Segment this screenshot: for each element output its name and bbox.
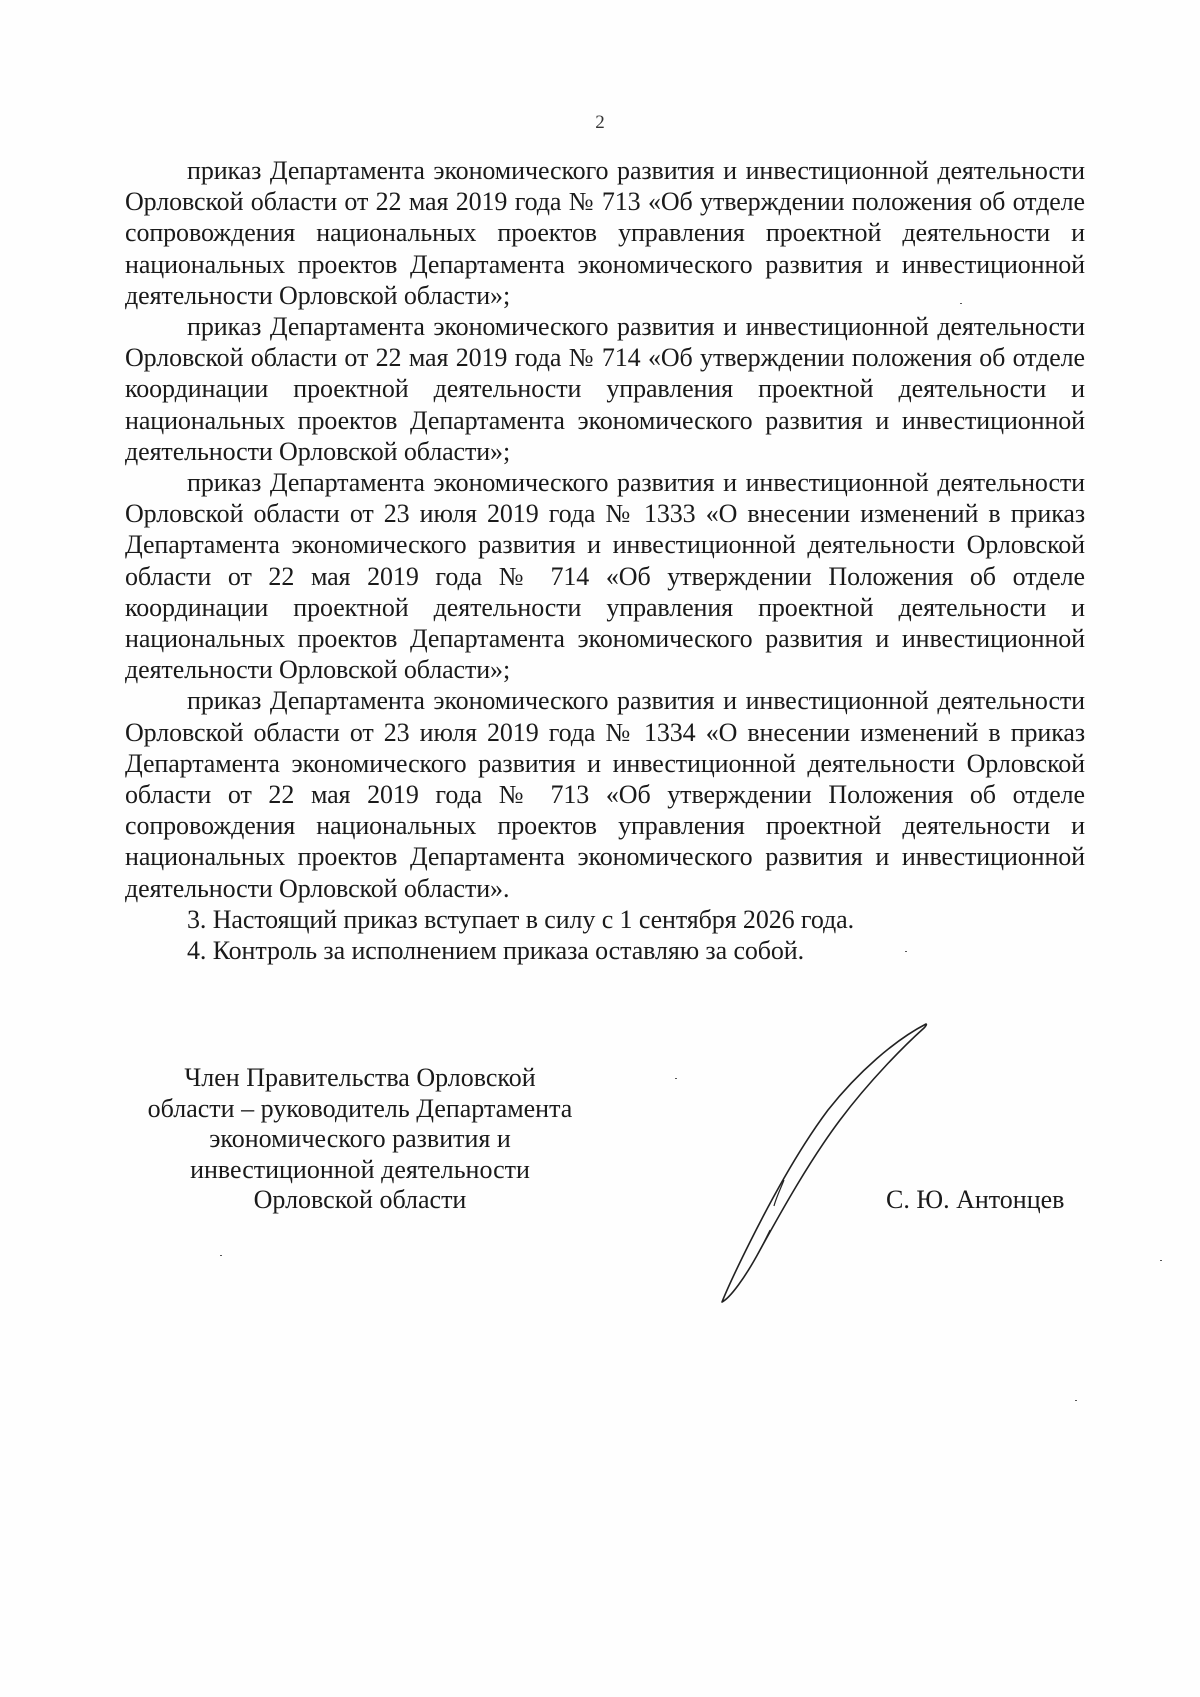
signer-name: С. Ю. Антонцев — [886, 1185, 1065, 1214]
scan-speck — [960, 303, 962, 304]
handwritten-signature — [700, 1010, 960, 1310]
paragraph-effective-date: 3. Настоящий приказ вступает в силу с 1 сентября 2026 года. — [187, 904, 854, 934]
document-body — [125, 155, 1085, 966]
page-number: 2 — [595, 112, 605, 133]
signer-position-line: Член Правительства Орловской — [184, 1063, 536, 1092]
signer-position-line: инвестиционной деятельности — [190, 1154, 530, 1184]
scan-speck — [1160, 1260, 1162, 1261]
signer-position-line: Орловской области — [253, 1185, 467, 1214]
paragraph-order-1334: приказ Департамента экономического развития и инвестиционной деятельности Орловской области от 23 июля 2019 года № 1334 «О внесении изменений в приказ Департамента экономического развития и инвестиционной деятельности Орловской области от 22 мая 2019 года № 713 «Об утверждении Положения об отделе сопровождения национальных проектов управления проектной деятельности и национальных проектов Департамента экономического развития и инвестиционной деятельности Орловской области». — [125, 686, 1085, 903]
signer-position-line: области – руководитель Департамента — [147, 1093, 573, 1123]
scan-speck — [220, 1255, 222, 1256]
signer-position-line: экономического развития и — [209, 1124, 511, 1153]
scan-speck — [905, 951, 907, 952]
scan-speck — [675, 1078, 677, 1079]
paragraph-control: 4. Контроль за исполнением приказа оставляю за собой. — [187, 936, 805, 966]
paragraph-order-714: приказ Департамента экономического развития и инвестиционной деятельности Орловской области от 22 мая 2019 года № 714 «Об утверждении положения об отделе координации проектной деятельности управления проектной деятельности и национальных проектов Департамента экономического развития и инвестиционной деятельности Орловской области»; — [125, 312, 1085, 466]
scan-speck — [1075, 1400, 1077, 1401]
paragraph-order-1333: приказ Департамента экономического развития и инвестиционной деятельности Орловской области от 23 июля 2019 года № 1333 «О внесении изменений в приказ Департамента экономического развития и инвестиционной деятельности Орловской области от 22 мая 2019 года № 714 «Об утверждении Положения об отделе координации проектной деятельности управления проектной деятельности и национальных проектов Департамента экономического развития и инвестиционной деятельности Орловской области»; — [125, 468, 1085, 685]
paragraph-order-713: приказ Департамента экономического развития и инвестиционной деятельности Орловской области от 22 мая 2019 года № 713 «Об утверждении положения об отделе сопровождения национальных проектов управления проектной деятельности и национальных проектов Департамента экономического развития и инвестиционной деятельности Орловской области»; — [125, 156, 1085, 310]
signer-position — [125, 1063, 595, 1216]
